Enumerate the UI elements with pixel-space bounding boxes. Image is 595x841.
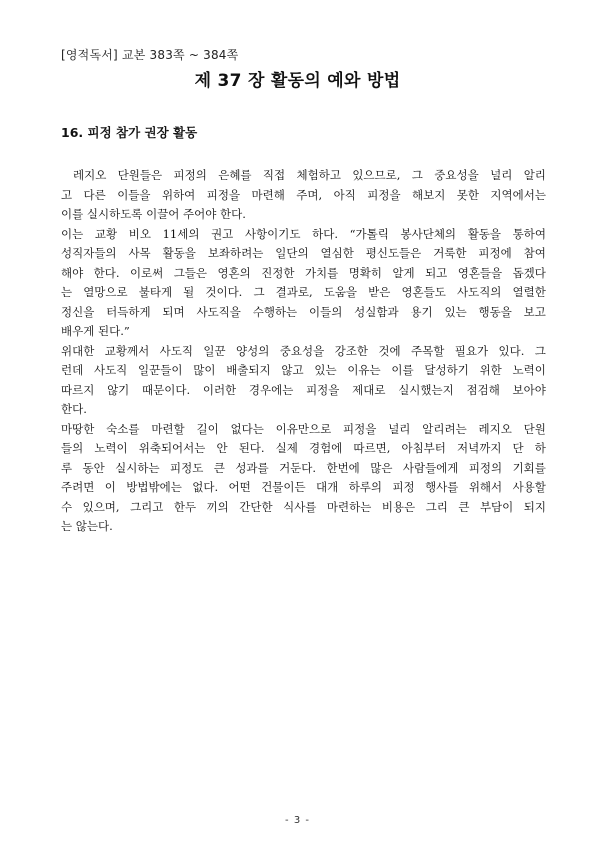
text-line: 한다.: [61, 402, 87, 416]
text-line: 이를 실시하도록 이끌어 주어야 한다.: [61, 207, 246, 221]
text-line: 주려면 이 방법밖에는 없다. 어떤 건물이든 대개 하루의 피정 행사를 위해서 사용할: [61, 480, 546, 494]
text-line: 배우게 된다.”: [61, 324, 130, 338]
text-line: 는 않는다.: [61, 519, 113, 533]
paragraph: [61, 420, 546, 537]
text-line: 는 열망으로 불타게 될 것이다. 그 결과로, 도움을 받은 영혼들도 사도직의 열렬한: [61, 285, 546, 299]
paragraph: [61, 166, 546, 225]
text-line: 해야 한다. 이로써 그들은 영혼의 진정한 가치를 명확히 알게 되고 영혼들을 돕겠다: [61, 265, 546, 280]
text-line: 위대한 교황께서 사도직 일꾼 양성의 중요성을 강조한 것에 주목할 필요가 있다. 그: [61, 343, 546, 358]
text-line: 루 동안 실시하는 피정도 큰 성과를 거둔다. 한번에 많은 사람들에게 피정의 기회를: [61, 460, 546, 475]
paragraph: [61, 342, 546, 420]
source-reference: [영적독서] 교본 383쪽 ~ 384쪽: [61, 48, 239, 62]
text-line: 런데 사도직 일꾼들이 많이 배출되지 않고 있는 이유는 이를 달성하기 위한 노력이: [61, 363, 546, 377]
text-line: 정신을 터득하게 되며 사도직을 수행하는 이들의 성실함과 용기 있는 행동을 보고: [61, 304, 546, 319]
text-line: 들의 노력이 위축되어서는 안 된다. 실제 경험에 따르면, 아침부터 저녁까지 단 하: [61, 441, 546, 455]
page-number: - 3 -: [285, 815, 310, 826]
section-title: 16. 피정 참가 권장 활동: [61, 125, 198, 140]
chapter-title: 제 37 장 활동의 예와 방법: [194, 71, 401, 91]
text-line: 성직자들의 사목 활동을 보좌하려는 일단의 열심한 평신도들은 거룩한 피정에 참여: [61, 246, 546, 260]
text-line: 고 다른 이들을 위하여 피정을 마련해 주며, 아직 피정을 해보지 못한 지역에서는: [61, 187, 546, 202]
text-line: 따르지 않기 때문이다. 이러한 경우에는 피정을 제대로 실시했는지 점검해 보아야: [61, 382, 546, 397]
body-text: [61, 166, 546, 537]
text-line: 수 있으며, 그리고 한두 끼의 간단한 식사를 마련하는 비용은 그리 큰 부담이 되지: [61, 499, 546, 514]
paragraph: [61, 225, 546, 342]
text-line: 레지오 단원들은 피정의 은혜를 직접 체험하고 있으므로, 그 중요성을 널리 알리: [73, 168, 546, 182]
text-line: 마땅한 숙소를 마련할 길이 없다는 이유만으로 피정을 널리 알리려는 레지오 단원: [61, 421, 546, 436]
text-line: 이는 교황 비오 11세의 권고 사항이기도 하다. “가톨릭 봉사단체의 활동을 통하여: [61, 226, 546, 241]
